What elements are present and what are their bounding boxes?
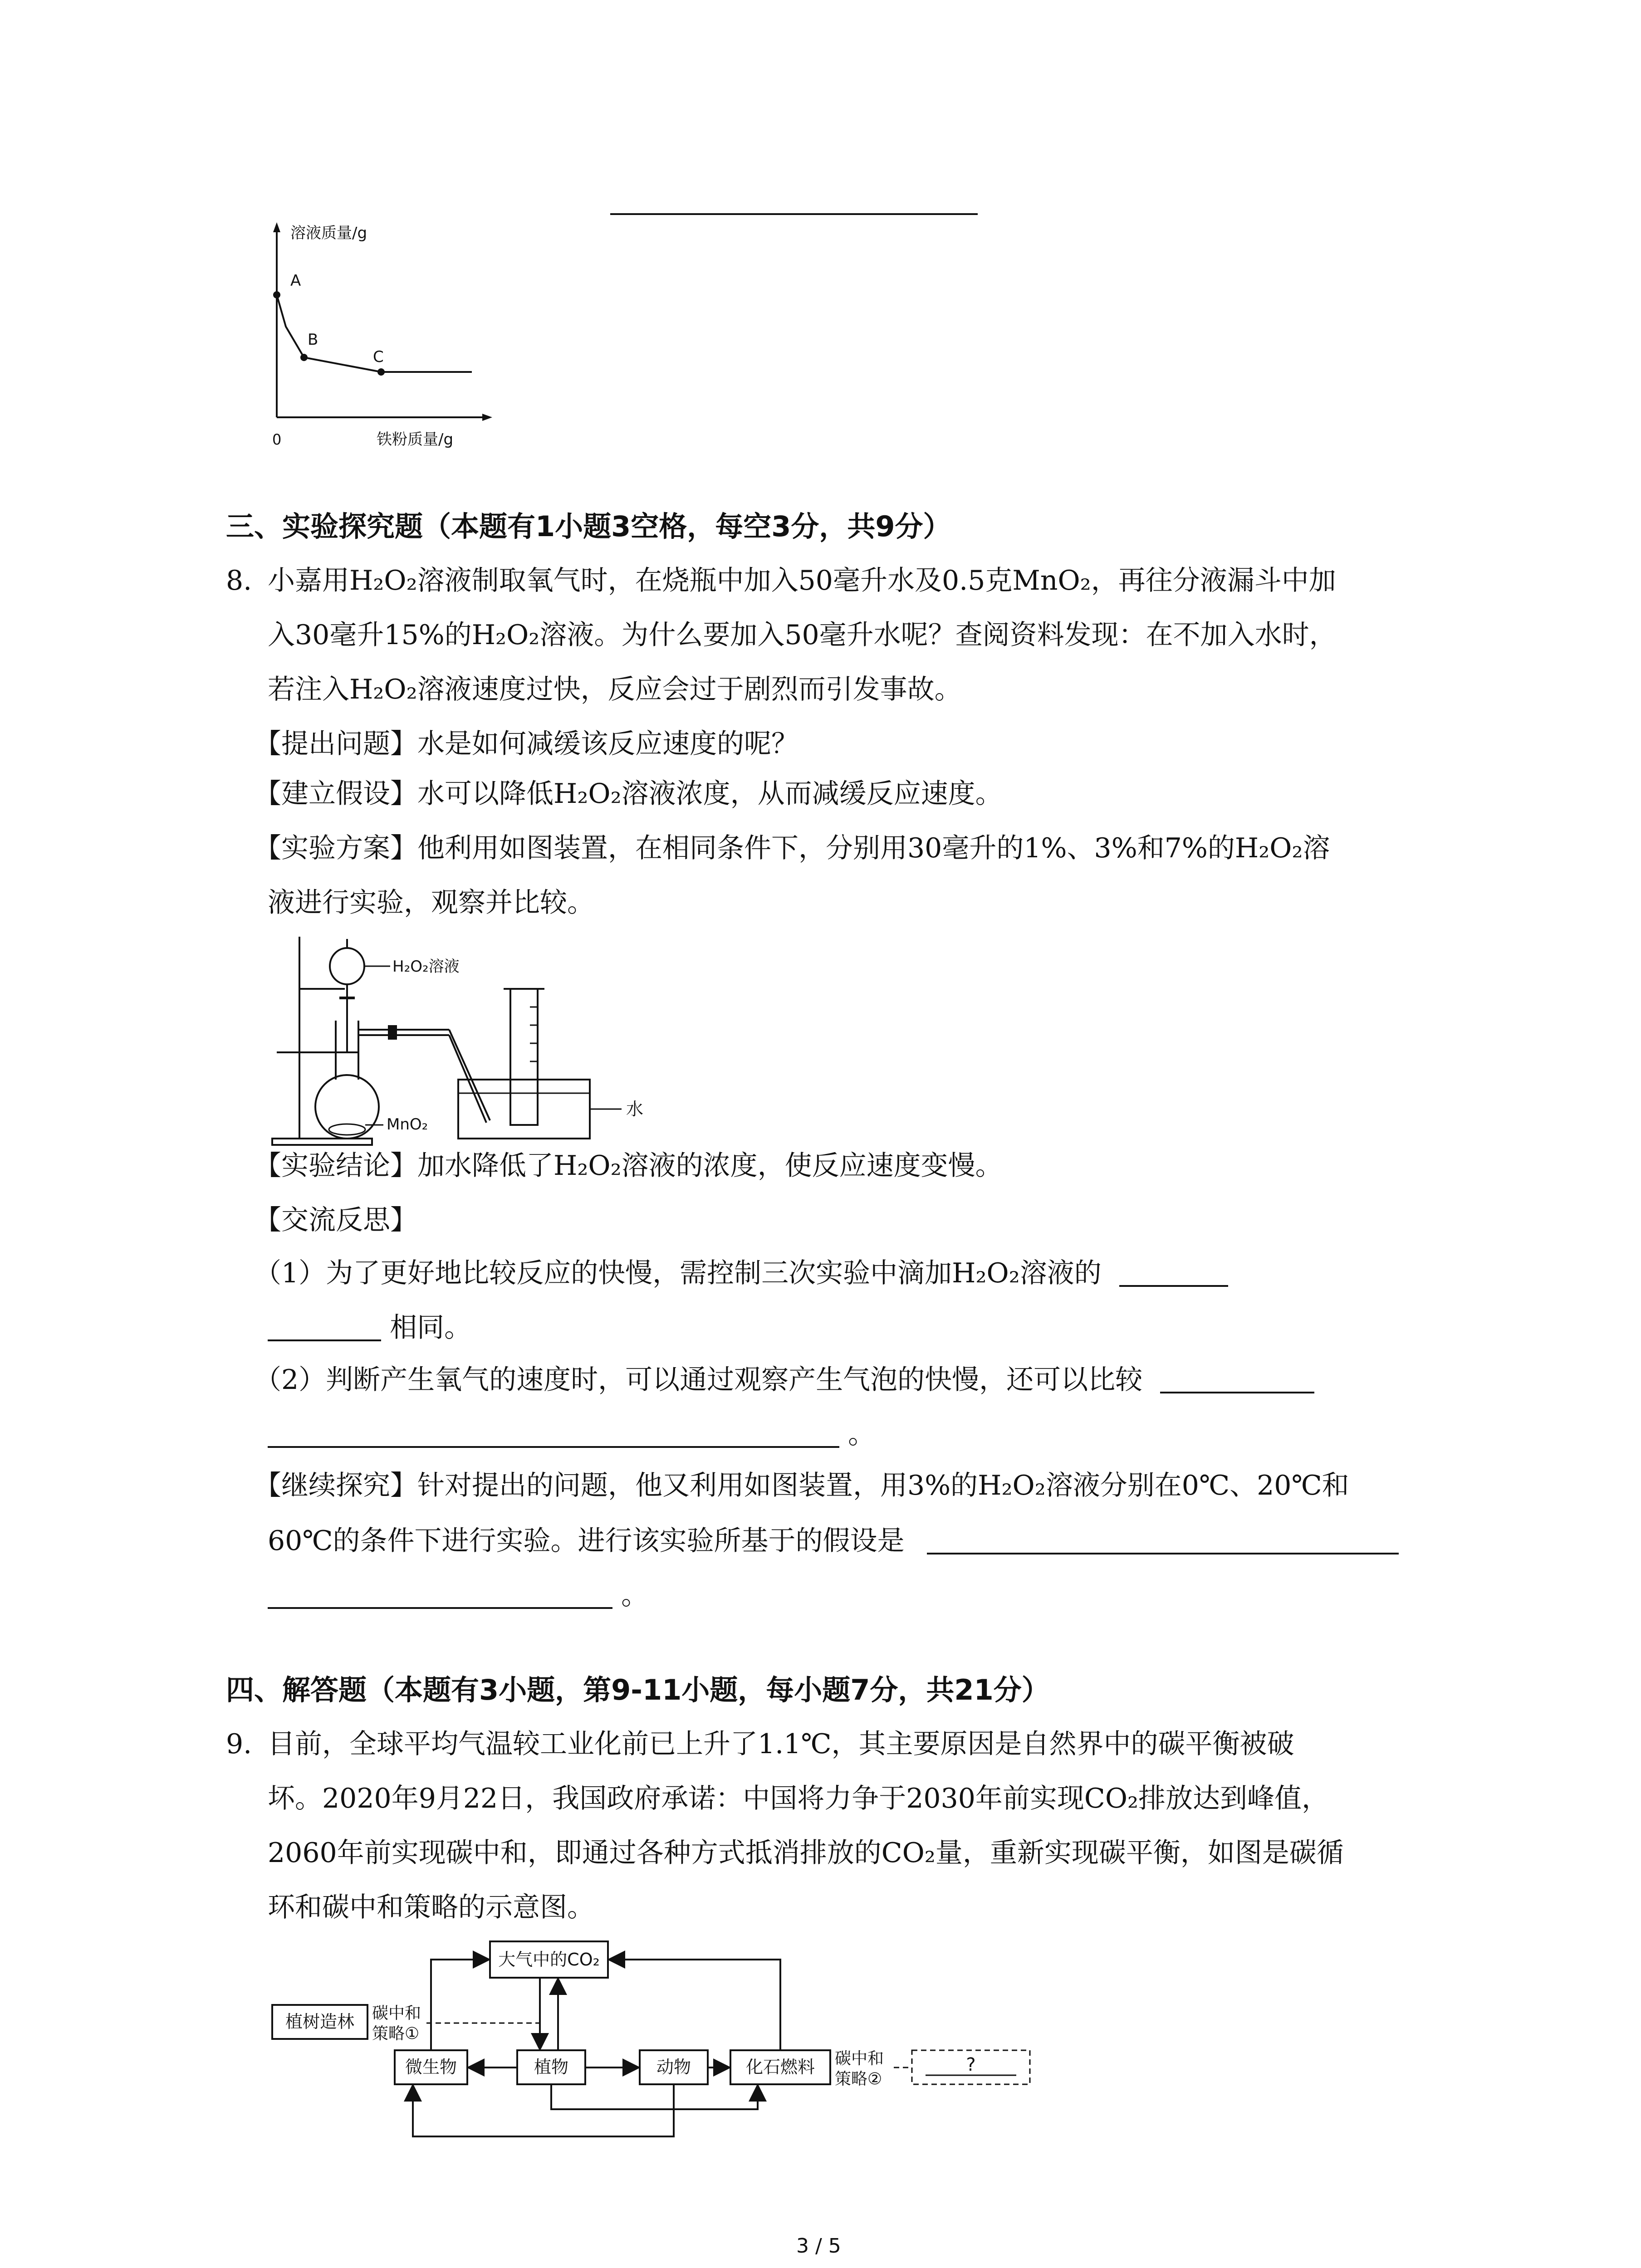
origin-label: 0 — [272, 431, 282, 448]
label-water: 水 — [626, 1099, 644, 1119]
answer-blank-1b[interactable] — [268, 1313, 381, 1341]
node-microbe: 微生物 — [405, 2057, 457, 2077]
answer-blank-2b[interactable] — [268, 1420, 839, 1448]
page-number: 3 / 5 — [796, 2234, 841, 2258]
q8-reflection: 【交流反思】 — [254, 1204, 417, 1236]
q8-line3: 若注入H₂O₂溶液速度过快，反应会过于剧烈而引发事故。 — [268, 674, 962, 705]
strategy2-label-b: 策略② — [835, 2070, 882, 2088]
q9-number: 9. — [226, 1728, 252, 1760]
y-axis-label: 溶液质量/g — [290, 224, 367, 242]
q8-sub2-line2 — [268, 1420, 875, 1448]
q8-problem: 【提出问题】水是如何减缓该反应速度的呢？ — [254, 728, 798, 760]
q8-sub1-tail: 相同。 — [390, 1312, 472, 1344]
point-c — [377, 368, 385, 376]
answer-blank-2a[interactable] — [1160, 1365, 1314, 1393]
q8-sub2-tail: 。 — [848, 1418, 876, 1450]
section4-heading: 四、解答题（本题有3小题，第9-11小题，每小题7分，共21分） — [226, 1673, 1050, 1706]
q8-sub2-line1 — [254, 1364, 1314, 1396]
node-afforestation: 植树造林 — [285, 2012, 355, 2032]
section3-heading: 三、实验探究题（本题有1小题3空格，每空3分，共9分） — [226, 510, 951, 543]
q8-plan-line1: 【实验方案】他利用如图装置，在相同条件下，分别用30毫升的1%、3%和7%的H₂O₂溶 — [254, 832, 1330, 864]
label-mno2: MnO₂ — [387, 1115, 428, 1134]
q8-line2: 入30毫升15%的H₂O₂溶液。为什么要加入50毫升水呢？查阅资料发现：在不加入水时， — [268, 619, 1337, 651]
answer-blank-3b[interactable] — [268, 1581, 612, 1609]
q9-line2: 坏。2020年9月22日，我国政府承诺：中国将力争于2030年前实现CO₂排放达到峰值， — [268, 1783, 1329, 1814]
q9-line3: 2060年前实现碳中和，即通过各种方式抵消排放的CO₂量，重新实现碳平衡，如图是碳循 — [268, 1837, 1344, 1869]
q8-plan-line2: 液进行实验，观察并比较。 — [268, 887, 594, 919]
q8-sub1-line1 — [254, 1259, 1228, 1287]
point-b-label: B — [308, 331, 318, 349]
point-a-label: A — [290, 272, 301, 290]
node-animal: 动物 — [656, 2057, 691, 2077]
apparatus-figure — [268, 930, 721, 1166]
strategy1-label-b: 策略① — [372, 2024, 420, 2043]
q8-further-line1: 【继续探究】针对提出的问题，他又利用如图装置，用3%的H₂O₂溶液分别在0℃、20℃和 — [254, 1470, 1349, 1501]
point-a — [273, 291, 280, 298]
q8-further-line3 — [268, 1581, 648, 1609]
carbon-cycle-diagram — [268, 1937, 1048, 2146]
label-h2o2-solution: H₂O₂溶液 — [392, 958, 460, 976]
q8-number: 8. — [226, 565, 252, 596]
mass-graph — [254, 218, 508, 454]
q8-line1: 小嘉用H₂O₂溶液制取氧气时，在烧瓶中加入50毫升水及0.5克MnO₂，再往分液漏斗中加 — [268, 565, 1336, 596]
q8-hypothesis: 【建立假设】水可以降低H₂O₂溶液浓度，从而减缓反应速度。 — [254, 778, 1003, 810]
q9-line4: 环和碳中和策略的示意图。 — [268, 1892, 594, 1923]
x-axis-label: 铁粉质量/g — [377, 430, 454, 449]
node-atmosphere-co2: 大气中的CO₂ — [498, 1950, 600, 1970]
point-b — [300, 354, 308, 361]
strategy2-label-a: 碳中和 — [835, 2049, 884, 2068]
q8-sub1-line2 — [268, 1312, 472, 1344]
node-fossil-fuel: 化石燃料 — [745, 2057, 815, 2077]
q8-sub2-text: （2）判断产生氧气的速度时，可以通过观察产生气泡的快慢，还可以比较 — [254, 1364, 1143, 1396]
q8-further-text: 60℃的条件下进行实验。进行该实验所基于的假设是 — [268, 1525, 905, 1557]
q8-conclusion: 【实验结论】加水降低了H₂O₂溶液的浓度，使反应速度变慢。 — [254, 1150, 1003, 1182]
q8-further-line2 — [268, 1525, 1399, 1557]
point-c-label: C — [373, 348, 384, 366]
answer-blank-top[interactable] — [610, 213, 978, 215]
node-unknown: ? — [966, 2054, 976, 2075]
q8-sub1-text: （1）为了更好地比较反应的快慢，需控制三次实验中滴加H₂O₂溶液的 — [254, 1257, 1102, 1289]
q9-line1: 目前，全球平均气温较工业化前已上升了1.1℃，其主要原因是自然界中的碳平衡被破 — [268, 1728, 1294, 1760]
node-plant: 植物 — [534, 2057, 569, 2077]
q8-further-tail: 。 — [621, 1579, 649, 1611]
strategy1-label-a: 碳中和 — [372, 2004, 421, 2023]
answer-blank-1a[interactable] — [1119, 1259, 1228, 1287]
answer-blank-3a[interactable] — [927, 1526, 1399, 1554]
